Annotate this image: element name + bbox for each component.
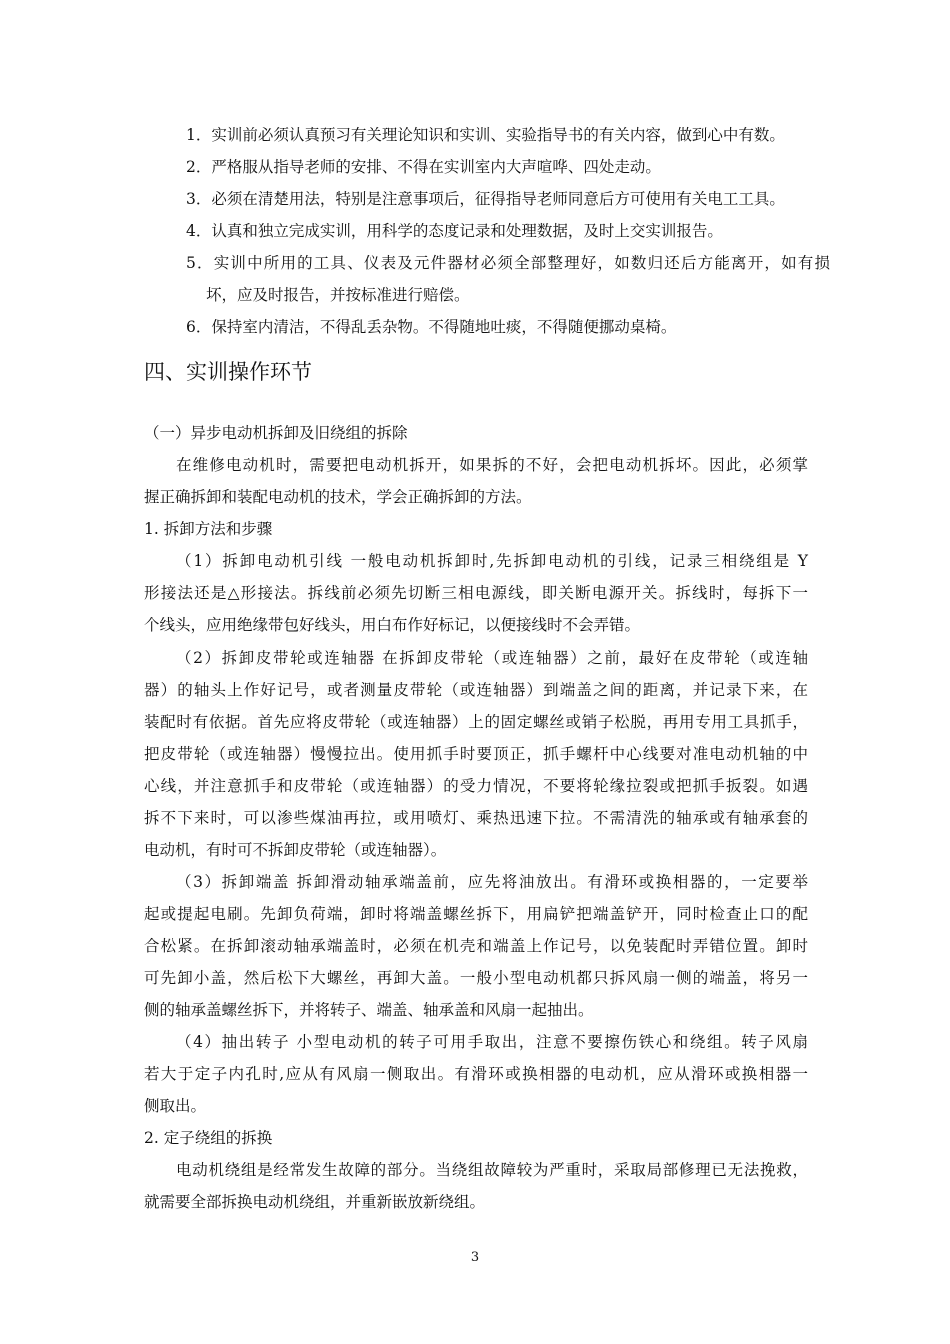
rule-item-4: 4．认真和独立完成实训，用科学的态度记录和处理数据，及时上交实训报告。 <box>186 222 723 240</box>
rule-item-6: 6．保持室内清洁，不得乱丢杂物。不得随地吐痰，不得随便挪动桌椅。 <box>186 318 677 336</box>
p3-line-1: （3）拆卸端盖 拆卸滑动轴承端盖前，应先将油放出。有滑环或换相器的，一定要举 <box>176 873 808 891</box>
rule-item-5-continued: 坏，应及时报告，并按标准进行赔偿。 <box>206 286 470 304</box>
step-2-title: 2. 定子绕组的拆换 <box>144 1129 273 1147</box>
rule-item-1: 1．实训前必须认真预习有关理论知识和实训、实验指导书的有关内容，做到心中有数。 <box>186 126 785 144</box>
p3-line-5: 侧的轴承盖螺丝拆下，并将转子、端盖、轴承盖和风扇一起抽出。 <box>144 1001 594 1019</box>
rule-item-5: 5．实训中所用的工具、仪表及元件器材必须全部整理好，如数归还后方能离开，如有损 <box>186 254 830 272</box>
p3-line-2: 起或提起电刷。先卸负荷端，卸时将端盖螺丝拆下，用扁铲把端盖铲开，同时检查止口的配 <box>144 905 808 923</box>
intro-line-2: 握正确拆卸和装配电动机的技术，学会正确拆卸的方法。 <box>144 488 532 506</box>
p2-line-5: 心线，并注意抓手和皮带轮（或连轴器）的受力情况，不要将轮缘拉裂或把抓手扳裂。如遇 <box>144 777 808 795</box>
p1-line-2: 形接法还是△形接法。拆线前必须先切断三相电源线，即关断电源开关。拆线时，每拆下一 <box>144 584 808 602</box>
p3-line-4: 可先卸小盖，然后松下大螺丝，再卸大盖。一般小型电动机都只拆风扇一侧的端盖，将另一 <box>144 969 808 987</box>
p2-line-6: 拆不下来时，可以渗些煤油再拉，或用喷灯、乘热迅速下拉。不需清洗的轴承或有轴承套的 <box>144 809 808 827</box>
section-title: 四、实训操作环节 <box>144 360 312 384</box>
subsection-title: （一）异步电动机拆卸及旧绕组的拆除 <box>144 424 408 442</box>
p5-line-1: 电动机绕组是经常发生故障的部分。当绕组故障较为严重时，采取局部修理已无法挽救， <box>176 1161 808 1179</box>
p2-line-4: 把皮带轮（或连轴器）慢慢拉出。使用抓手时要顶正，抓手螺杆中心线要对准电动机轴的中 <box>144 745 808 763</box>
p4-line-1: （4）抽出转子 小型电动机的转子可用手取出，注意不要擦伤铁心和绕组。转子风扇 <box>176 1033 808 1051</box>
p2-line-1: （2）拆卸皮带轮或连轴器 在拆卸皮带轮（或连轴器）之前，最好在皮带轮（或连轴 <box>176 649 808 667</box>
intro-line-1: 在维修电动机时，需要把电动机拆开，如果拆的不好，会把电动机拆坏。因此，必须掌 <box>176 456 808 474</box>
p4-line-3: 侧取出。 <box>144 1097 207 1115</box>
page-number: 3 <box>470 1250 480 1265</box>
rule-item-3: 3．必须在清楚用法，特别是注意事项后，征得指导老师同意后方可使用有关电工工具。 <box>186 190 785 208</box>
rule-item-2: 2．严格服从指导老师的安排、不得在实训室内大声喧哗、四处走动。 <box>186 158 661 176</box>
p1-line-1: （1）拆卸电动机引线 一般电动机拆卸时,先拆卸电动机的引线，记录三相绕组是 Y <box>176 552 808 570</box>
p1-line-3: 个线头，应用绝缘带包好线头，用白布作好标记，以便接线时不会弄错。 <box>144 616 641 634</box>
p5-line-2: 就需要全部拆换电动机绕组，并重新嵌放新绕组。 <box>144 1193 486 1211</box>
p2-line-3: 装配时有依据。首先应将皮带轮（或连轴器）上的固定螺丝或销子松脱，再用专用工具抓手， <box>144 713 808 731</box>
p3-line-3: 合松紧。在拆卸滚动轴承端盖时，必须在机壳和端盖上作记号，以免装配时弄错位置。卸时 <box>144 937 808 955</box>
step-1-title: 1. 拆卸方法和步骤 <box>144 520 273 538</box>
p4-line-2: 若大于定子内孔时,应从有风扇一侧取出。有滑环或换相器的电动机，应从滑环或换相器一 <box>144 1065 808 1083</box>
p2-line-7: 电动机，有时可不拆卸皮带轮（或连轴器）。 <box>144 841 447 859</box>
p2-line-2: 器）的轴头上作好记号，或者测量皮带轮（或连轴器）到端盖之间的距离，并记录下来，在 <box>144 681 808 699</box>
